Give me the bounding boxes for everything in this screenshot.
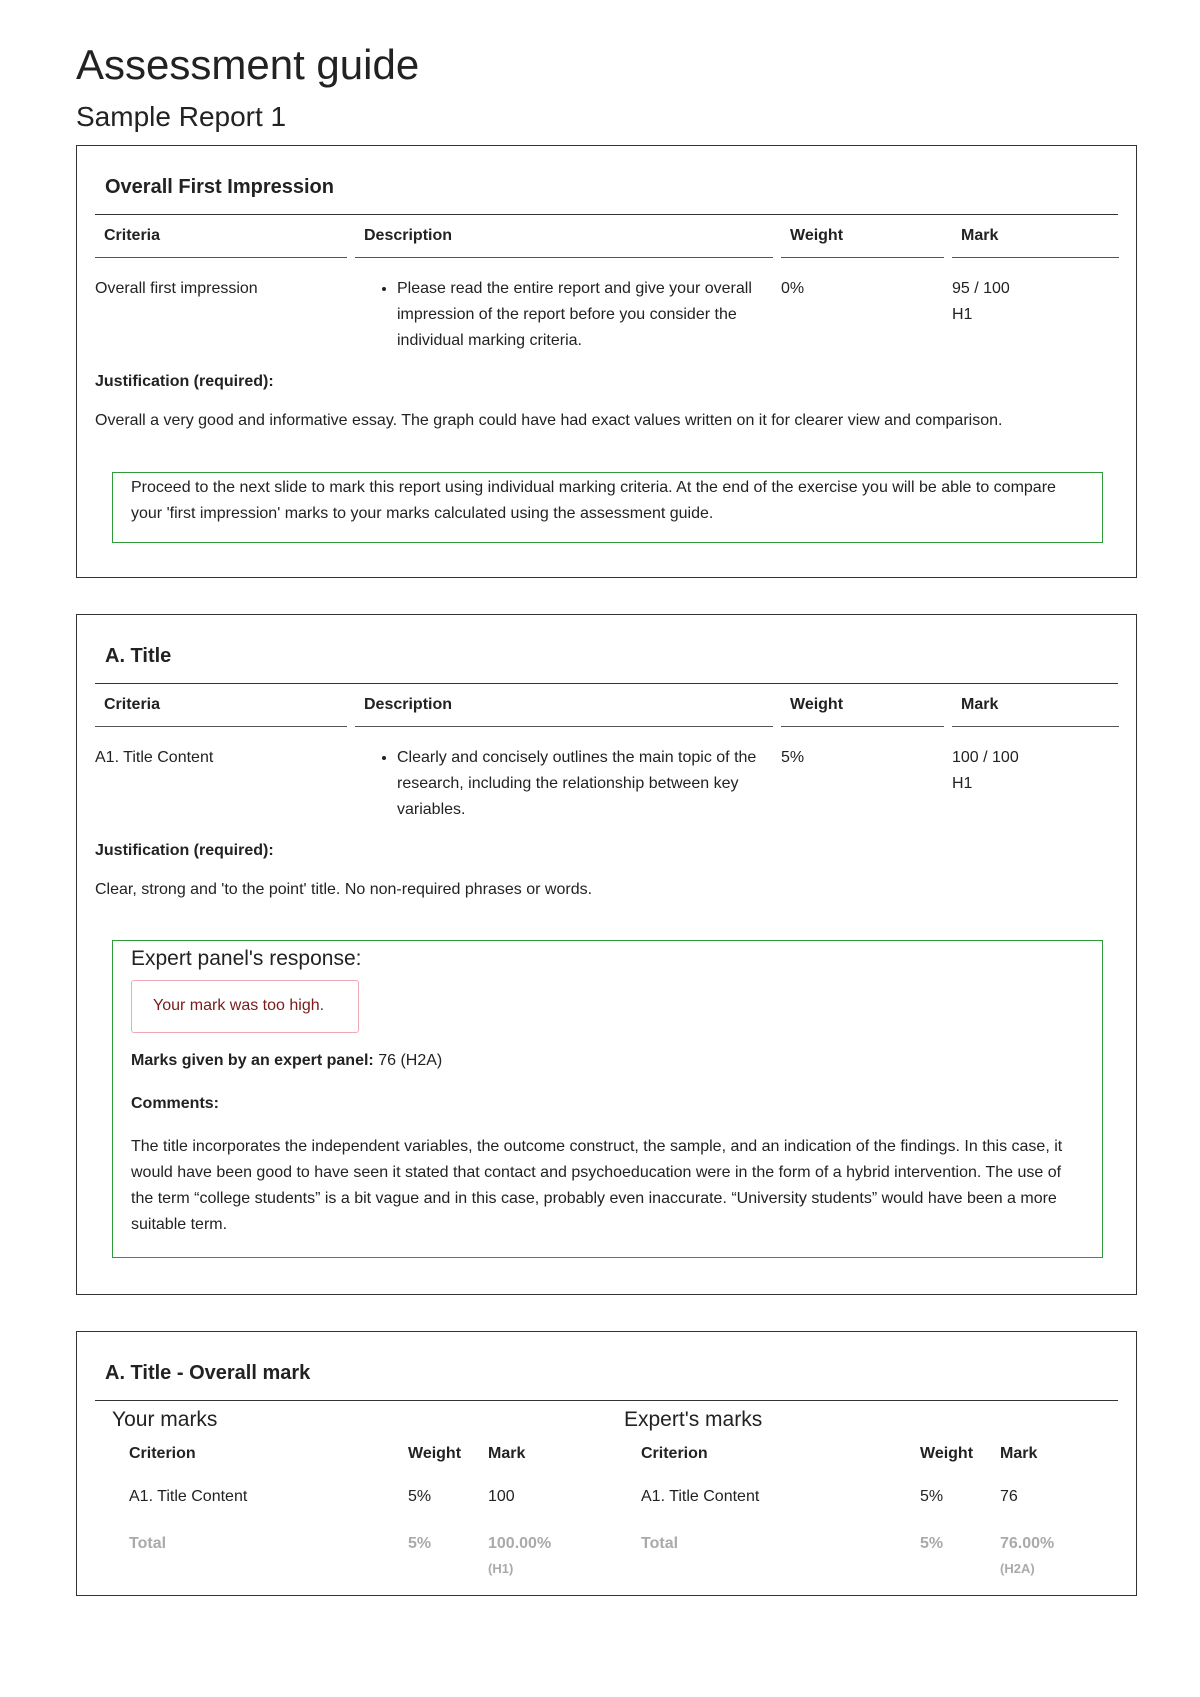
your-mark-cell: 100 [488,1488,515,1505]
comments-label: Comments: [131,1095,220,1112]
weight-cell: 0% [781,280,805,297]
your-criterion-cell: A1. Title Content [129,1488,248,1505]
overall-mark-panel [76,1331,1137,1596]
criteria-cell: A1. Title Content [95,749,214,766]
your-marks-title: Your marks [112,1408,218,1431]
heading-divider [95,683,1118,684]
comments-text: The title incorporates the independent variables, the outcome construct, the sample, and an indication of the findings. In this case, it would have been good to have seen it stated that contact and psychoeducation were in the form of a hybrid intervention. The use of the term “college students” is a bit vague and in this case, probably even inaccurate. “University students” would have been a more suitable term. [131,1138,1063,1233]
expert-marks-title: Expert's marks [624,1408,763,1431]
heading-divider [95,214,1118,215]
column-header-mark: Mark [961,696,999,713]
column-header-weight: Weight [790,227,844,244]
expert-response-box [112,940,1103,1258]
instruction-note-text: Proceed to the next slide to mark this report using individual marking criteria. At the end of the exercise you will be able to compare your 'first impression' marks to your marks calculated using the assessment guide. [131,479,1056,522]
column-underline [781,726,944,727]
expert-mark-header: Mark [1000,1445,1038,1462]
column-underline [355,726,773,727]
column-header-criteria: Criteria [104,696,161,713]
column-underline [95,257,347,258]
your-total-mark: 100.00% [488,1535,552,1552]
description-item: • Please read the entire report and give your overall impression of the report before you consider the individual marking criteria. [397,276,775,354]
criteria-cell: Overall first impression [95,280,258,297]
your-total-label: Total [129,1535,167,1552]
your-mark-header: Mark [488,1445,526,1462]
your-criterion-header: Criterion [129,1445,196,1462]
column-header-criteria: Criteria [104,227,161,244]
mark-cell: 100 / 100 [952,749,1019,766]
instruction-note [112,472,1103,543]
weight-cell: 5% [781,749,805,766]
justification-label: Justification (required): [95,373,274,390]
panel-heading: A. Title [105,645,172,667]
title-criteria-panel [76,614,1137,1295]
description-list [365,276,775,354]
column-underline [95,726,347,727]
expert-criterion-header: Criterion [641,1445,708,1462]
grade-cell: H1 [952,306,973,323]
expert-marks-value: 76 (H2A) [378,1052,443,1069]
mark-too-high-alert: Your mark was too high. [131,980,359,1033]
description-list [365,745,775,823]
expert-weight-header: Weight [920,1445,974,1462]
column-underline [952,257,1119,258]
expert-total-grade: (H2A) [1000,1561,1035,1576]
column-header-weight: Weight [790,696,844,713]
column-header-description: Description [364,696,453,713]
expert-response-title: Expert panel's response: [131,947,362,970]
grade-cell: H1 [952,775,973,792]
page-subtitle: Sample Report 1 [76,101,287,132]
page-title: Assessment guide [76,41,420,88]
expert-total-mark: 76.00% [1000,1535,1055,1552]
expert-criterion-cell: A1. Title Content [641,1488,760,1505]
justification-text: Overall a very good and informative essay. The graph could have had exact values written on it for clearer view and comparison. [95,412,1003,429]
expert-total-weight: 5% [920,1535,944,1552]
column-header-description: Description [364,227,453,244]
column-underline [952,726,1119,727]
panel-heading: A. Title - Overall mark [105,1362,311,1384]
column-header-mark: Mark [961,227,999,244]
your-total-grade: (H1) [488,1561,514,1576]
description-item: • Clearly and concisely outlines the main topic of the research, including the relationship between key variables. [397,745,775,823]
justification-label: Justification (required): [95,842,274,859]
expert-total-label: Total [641,1535,679,1552]
panel-heading: Overall First Impression [105,176,334,198]
expert-mark-cell: 76 [1000,1488,1018,1505]
justification-text: Clear, strong and 'to the point' title. No non-required phrases or words. [95,881,593,898]
column-underline [781,257,944,258]
mark-cell: 95 / 100 [952,280,1010,297]
expert-marks-label: Marks given by an expert panel: [131,1052,374,1069]
your-weight-header: Weight [408,1445,462,1462]
expert-weight-cell: 5% [920,1488,944,1505]
heading-divider [95,1400,1118,1401]
your-weight-cell: 5% [408,1488,432,1505]
expert-marks-line [131,1052,442,1070]
your-total-weight: 5% [408,1535,432,1552]
first-impression-panel [76,145,1137,578]
column-underline [355,257,773,258]
